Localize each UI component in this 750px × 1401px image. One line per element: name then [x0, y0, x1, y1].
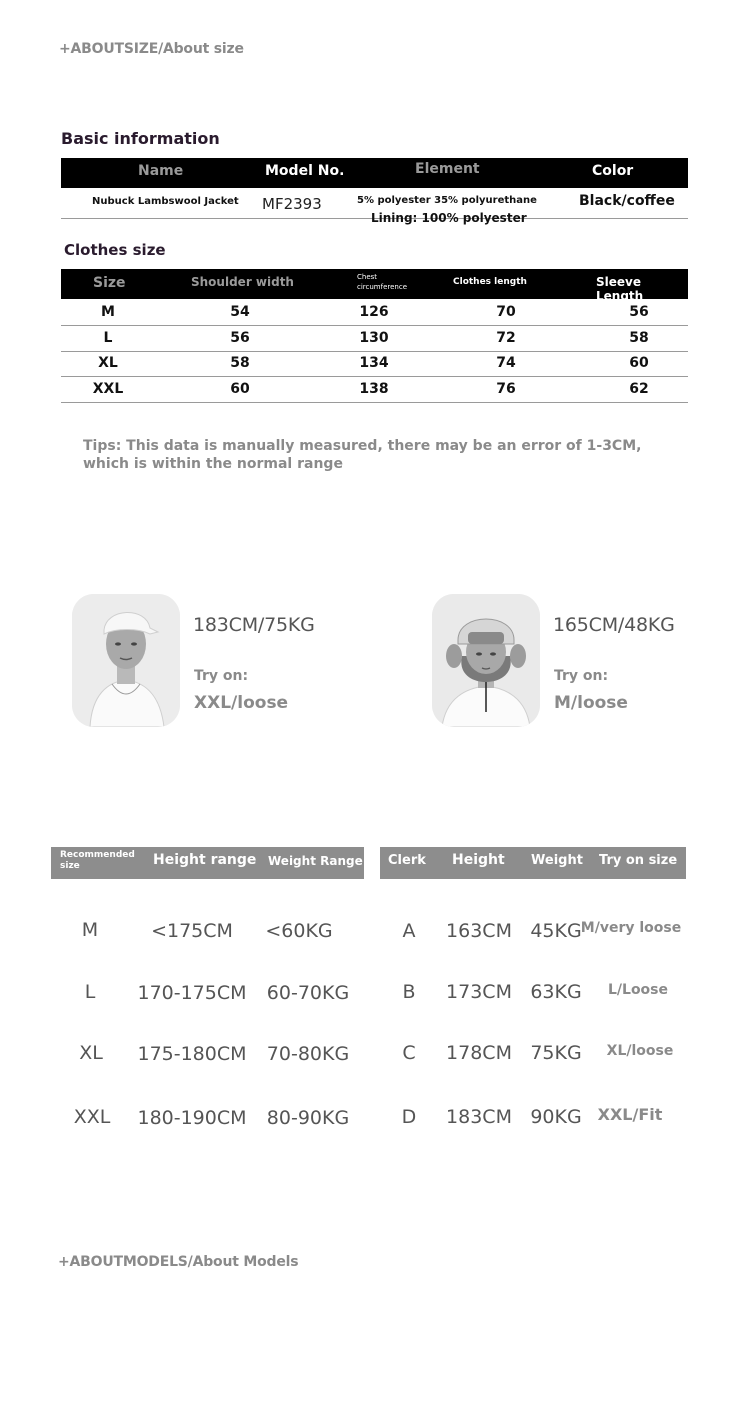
model-1-fit: XXL/loose — [194, 693, 289, 713]
model-photo-female — [432, 594, 540, 727]
recommend-size: L — [84, 981, 96, 1003]
clerk-id: B — [402, 981, 416, 1003]
size-row-xl — [61, 351, 688, 377]
clerk-id: A — [402, 920, 416, 942]
chest-value: 138 — [359, 381, 389, 397]
recommend-weight: <60KG — [265, 920, 333, 942]
clerk-height: 173CM — [446, 981, 512, 1003]
size-table-header — [61, 269, 688, 303]
header-try-on-size: Try on size — [599, 853, 678, 868]
header-height-range: Height range — [153, 852, 257, 868]
clerk-weight: 45KG — [530, 920, 582, 942]
shoulder-value: 54 — [230, 304, 250, 320]
sleeve-value: 62 — [629, 381, 649, 397]
recommend-size: M — [81, 919, 99, 941]
clerk-try-size: L/Loose — [607, 982, 669, 998]
clerk-height: 163CM — [446, 920, 512, 942]
chest-value: 126 — [359, 304, 389, 320]
recommend-height: 175-180CM — [137, 1043, 247, 1065]
header-clerk: Clerk — [388, 853, 426, 868]
header-recommended-line-1: Recommended — [60, 850, 135, 860]
size-label: L — [103, 330, 113, 346]
header-shoulder: Shoulder width — [191, 275, 294, 289]
measurement-tips: Tips: This data is manually measured, there may be an error of 1-3CM, which is within the normal range — [83, 438, 642, 472]
header-chest-line-2: circumference — [357, 283, 408, 291]
size-label: M — [101, 304, 115, 320]
sleeve-value: 60 — [629, 355, 649, 371]
size-row-l — [61, 326, 688, 352]
header-weight: Weight — [531, 853, 583, 868]
clerk-try-size: M/very loose — [580, 920, 682, 936]
product-color: Black/coffee — [579, 193, 675, 209]
header-weight-range: Weight Range — [268, 854, 363, 868]
person-icon — [72, 594, 180, 727]
header-size: Size — [93, 275, 126, 291]
header-color: Color — [592, 163, 634, 179]
recommend-height: 180-190CM — [137, 1107, 247, 1129]
model-2-stats: 165CM/48KG — [553, 614, 675, 636]
recommend-weight: 60-70KG — [266, 982, 350, 1004]
basic-info-row — [61, 188, 688, 225]
header-model: Model No. — [265, 163, 345, 179]
person-icon — [432, 594, 540, 727]
clerk-height: 183CM — [446, 1106, 512, 1128]
clerk-weight: 90KG — [530, 1106, 582, 1128]
sleeve-value: 56 — [629, 304, 649, 320]
clerk-id: D — [401, 1106, 417, 1128]
element-line-2: Lining: 100% polyester — [371, 211, 527, 225]
product-name: Nubuck Lambswool Jacket — [92, 196, 239, 207]
recommend-weight: 80-90KG — [266, 1107, 350, 1129]
header-element: Element — [415, 161, 480, 177]
chest-value: 134 — [359, 355, 389, 371]
header-sleeve: Sleeve Length — [596, 275, 644, 303]
clerk-try-size: XL/loose — [606, 1043, 674, 1059]
about-models-heading: +ABOUTMODELS/About Models — [58, 1254, 299, 1270]
clerk-weight: 75KG — [530, 1042, 582, 1064]
basic-info-title: Basic information — [61, 129, 220, 148]
header-recommended-line-2: size — [60, 861, 80, 871]
model-2-try-label: Try on: — [554, 668, 609, 684]
shoulder-value: 60 — [230, 381, 250, 397]
clerk-weight: 63KG — [530, 981, 582, 1003]
size-row-xxl — [61, 377, 688, 403]
header-name: Name — [138, 163, 184, 179]
clerk-id: C — [402, 1042, 416, 1064]
header-height: Height — [452, 852, 505, 868]
shoulder-value: 56 — [230, 330, 250, 346]
model-photo-male — [72, 594, 180, 727]
recommend-height: 170-175CM — [137, 982, 247, 1004]
element-line-1: 5% polyester 35% polyurethane — [357, 195, 537, 206]
recommend-weight: 70-80KG — [266, 1043, 350, 1065]
length-value: 74 — [496, 355, 516, 371]
header-chest-line-1: Chest — [357, 273, 378, 281]
clerk-table-header — [380, 847, 686, 879]
length-value: 76 — [496, 381, 516, 397]
model-2-fit: M/loose — [554, 693, 628, 713]
model-1-try-label: Try on: — [194, 668, 249, 684]
model-number: MF2393 — [262, 195, 322, 213]
recommend-size: XL — [79, 1042, 103, 1064]
clerk-try-size: XXL/Fit — [597, 1105, 663, 1124]
basic-info-header — [61, 158, 688, 188]
recommend-size: XXL — [73, 1106, 111, 1128]
chest-value: 130 — [359, 330, 389, 346]
clerk-height: 178CM — [446, 1042, 512, 1064]
size-row-m — [61, 300, 688, 326]
shoulder-value: 58 — [230, 355, 250, 371]
model-1-stats: 183CM/75KG — [193, 614, 315, 636]
size-label: XL — [98, 355, 118, 371]
recommend-height: <175CM — [151, 920, 233, 942]
header-length: Clothes length — [453, 277, 527, 287]
recommend-table-header — [51, 847, 364, 879]
size-label: XXL — [92, 381, 124, 397]
length-value: 70 — [496, 304, 516, 320]
about-size-heading: +ABOUTSIZE/About size — [59, 41, 244, 57]
clothes-size-title: Clothes size — [64, 241, 166, 259]
sleeve-value: 58 — [629, 330, 649, 346]
length-value: 72 — [496, 330, 516, 346]
